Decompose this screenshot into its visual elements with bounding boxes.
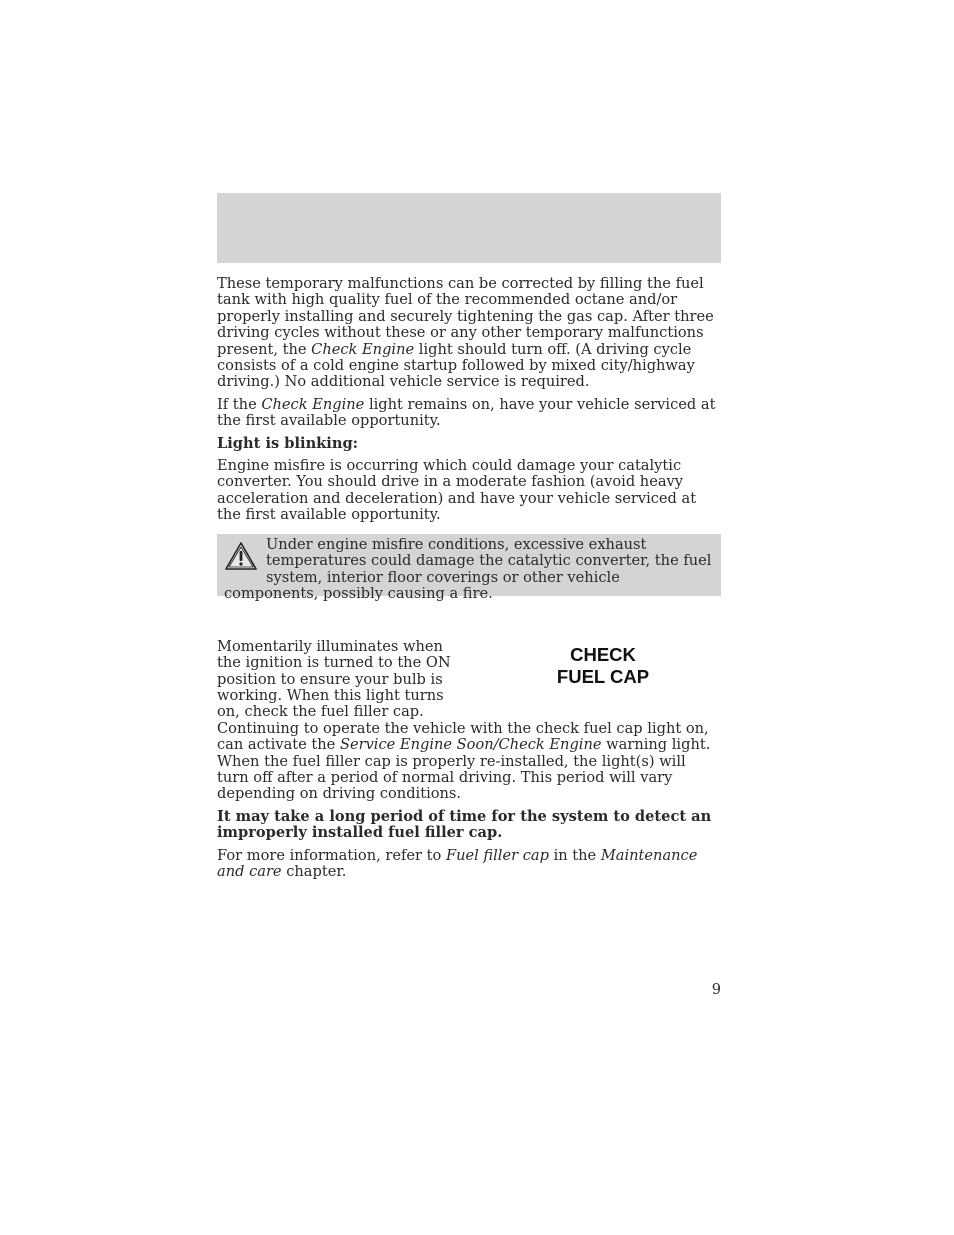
text-run: light remains on, have your vehicle serviced at the first available opportunity. <box>217 395 716 430</box>
text-run: These temporary malfunctions can be corrected by filling the fuel tank with high quality fuel of the recommended octane and/or properly installing and securely tightening the gas cap. After three driving cycles without these or any other temporary malfunctions present, the <box>217 275 714 358</box>
warning-callout <box>217 534 721 602</box>
text-run: If the <box>217 395 262 413</box>
malfunction-paragraph <box>217 276 721 391</box>
warning-text: Under engine misfire conditions, excessive exhaust temperatures could damage the catalytic converter, the fuel system, interior floor coverings or other vehicle components, possibly causing a fire. <box>224 535 712 602</box>
italic-term: Maintenance and care <box>217 846 698 880</box>
text-run: Momentarily illuminates when the ignition is turned to the ON position to ensure your bulb is working. When this light turns on, check the fuel filler cap. Continuing to operate the vehicle with the check fuel cap light on, can activate the <box>217 637 709 754</box>
misfire-paragraph: Engine misfire is occurring which could damage your catalytic converter. You should drive in a moderate fashion (avoid heavy acceleration and deceleration) and have your vehicle serviced at the first available opportunity. <box>217 457 697 524</box>
check-fuel-cap-section <box>217 639 721 881</box>
fuel-cap-bold-note: It may take a long period of time for the system to detect an improperly installed fuel filler cap. <box>217 807 712 842</box>
italic-term: Service Engine Soon/Check Engine <box>339 736 602 754</box>
blinking-heading: Light is blinking: <box>217 434 359 452</box>
text-run: in the <box>548 846 601 864</box>
page-content <box>217 276 721 886</box>
text-run: warning light. When the fuel filler cap is properly re-installed, the light(s) will turn off after a period of normal driving. This period will vary depending on driving conditions. <box>217 736 711 803</box>
indicator-line-2: FUEL CAP <box>556 665 650 687</box>
section-header-band <box>217 193 721 263</box>
page-number: 9 <box>711 981 721 998</box>
text-run: light should turn off. (A driving cycle consists of a cold engine startup followed by mixed city/highway driving.) No additional vehicle service is required. <box>217 340 695 391</box>
light-remains-on-paragraph <box>217 397 721 430</box>
italic-term: Check Engine <box>261 395 365 413</box>
warning-triangle-icon <box>224 541 258 571</box>
more-info-paragraph <box>217 848 721 881</box>
indicator-line-1: CHECK <box>570 643 636 665</box>
italic-term: Check Engine <box>311 340 415 358</box>
italic-term: Fuel filler cap <box>445 846 549 864</box>
check-fuel-cap-indicator <box>471 639 721 711</box>
text-run: For more information, refer to <box>217 846 446 864</box>
text-run: chapter. <box>281 862 347 880</box>
